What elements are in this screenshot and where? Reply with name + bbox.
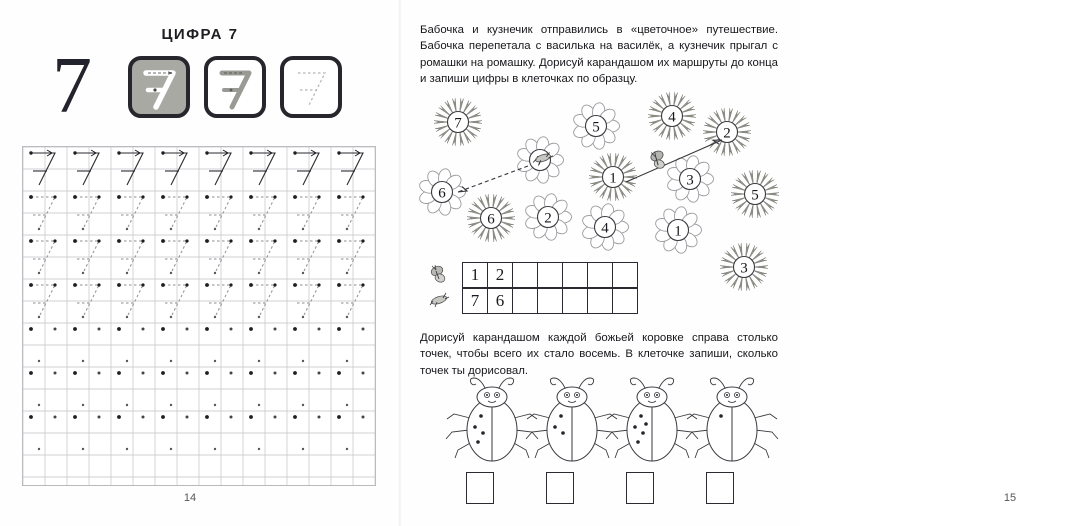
svg-text:2: 2 bbox=[544, 210, 552, 227]
svg-text:5: 5 bbox=[592, 119, 600, 136]
answer-cell[interactable]: 1 bbox=[462, 262, 488, 288]
cornflower-3 bbox=[720, 243, 768, 291]
svg-text:5: 5 bbox=[751, 187, 759, 204]
butterfly-icon bbox=[649, 149, 665, 169]
svg-text:6: 6 bbox=[487, 211, 495, 228]
answer-cell[interactable] bbox=[512, 262, 538, 288]
answer-cell[interactable] bbox=[587, 288, 613, 314]
answer-cell[interactable]: 7 bbox=[462, 288, 488, 314]
answer-cell[interactable] bbox=[537, 262, 563, 288]
tile-dotted bbox=[280, 56, 342, 118]
instruction-paragraph-1: Бабочка и кузнечик отправились в «цветочное» путешествие. Бабочка перепетала с василька на василёк, а кузнечик прыгал с ромашки на ромашку. Дорисуй карандашом их маршруты до конца и запиши цифры в клеточках по образцу. bbox=[420, 24, 778, 86]
cornflower-6 bbox=[467, 194, 515, 242]
ladybug-answer-box[interactable] bbox=[706, 472, 734, 504]
daisy-2 bbox=[524, 193, 572, 241]
cornflower-1 bbox=[589, 153, 637, 201]
butterfly-icon bbox=[428, 264, 452, 284]
grasshopper-answer-row bbox=[462, 288, 642, 314]
page-number-right: 15 bbox=[1003, 492, 1017, 504]
practice-grid bbox=[22, 146, 376, 486]
ladybug-4 bbox=[686, 378, 778, 461]
svg-text:2: 2 bbox=[723, 125, 731, 142]
svg-text:7: 7 bbox=[454, 115, 462, 132]
page-number-left: 14 bbox=[183, 492, 197, 504]
answer-cell[interactable]: 2 bbox=[487, 262, 513, 288]
grasshopper-icon bbox=[428, 290, 452, 310]
daisy-3 bbox=[666, 155, 714, 203]
ladybug-answer-box[interactable] bbox=[466, 472, 494, 504]
svg-text:1: 1 bbox=[674, 223, 682, 240]
cornflower-7 bbox=[434, 98, 482, 146]
big-digit-sample: 7 bbox=[52, 42, 92, 130]
tile-filled-gray bbox=[128, 56, 190, 118]
answer-cell[interactable] bbox=[562, 262, 588, 288]
ladybug-1 bbox=[446, 378, 538, 461]
svg-text:3: 3 bbox=[740, 260, 748, 277]
left-page bbox=[0, 0, 400, 526]
cornflower-2 bbox=[703, 108, 751, 156]
ladybug-row bbox=[400, 378, 800, 498]
svg-text:6: 6 bbox=[438, 185, 446, 202]
answer-cell[interactable] bbox=[562, 288, 588, 314]
answer-cell[interactable] bbox=[537, 288, 563, 314]
page-title: ЦИФРА 7 bbox=[161, 26, 239, 43]
cornflower-4 bbox=[648, 92, 696, 140]
answer-cell[interactable] bbox=[612, 288, 638, 314]
daisy-4 bbox=[581, 203, 629, 251]
daisy-1 bbox=[654, 206, 702, 254]
svg-text:4: 4 bbox=[601, 220, 609, 237]
answer-cell[interactable] bbox=[512, 288, 538, 314]
svg-text:3: 3 bbox=[686, 172, 694, 189]
ladybug-answer-box[interactable] bbox=[546, 472, 574, 504]
answer-cell[interactable] bbox=[587, 262, 613, 288]
butterfly-answer-row bbox=[462, 262, 642, 288]
answer-cell[interactable]: 6 bbox=[487, 288, 513, 314]
ladybug-3 bbox=[606, 378, 698, 461]
svg-text:1: 1 bbox=[609, 170, 617, 187]
grasshopper-arrow bbox=[458, 166, 528, 192]
cornflower-5 bbox=[731, 170, 779, 218]
tile-outline bbox=[204, 56, 266, 118]
answer-cell[interactable] bbox=[612, 262, 638, 288]
ladybug-answer-box[interactable] bbox=[626, 472, 654, 504]
svg-text:4: 4 bbox=[668, 109, 676, 126]
trace-tiles bbox=[128, 56, 358, 126]
ladybug-2 bbox=[526, 378, 618, 461]
instruction-paragraph-2: Дорисуй карандашом каждой божьей коровке справа столько точек, чтобы всего их стало восемь. В клеточке запиши, сколько точек ты дорисовал. bbox=[420, 332, 778, 377]
daisy-5 bbox=[572, 102, 620, 150]
